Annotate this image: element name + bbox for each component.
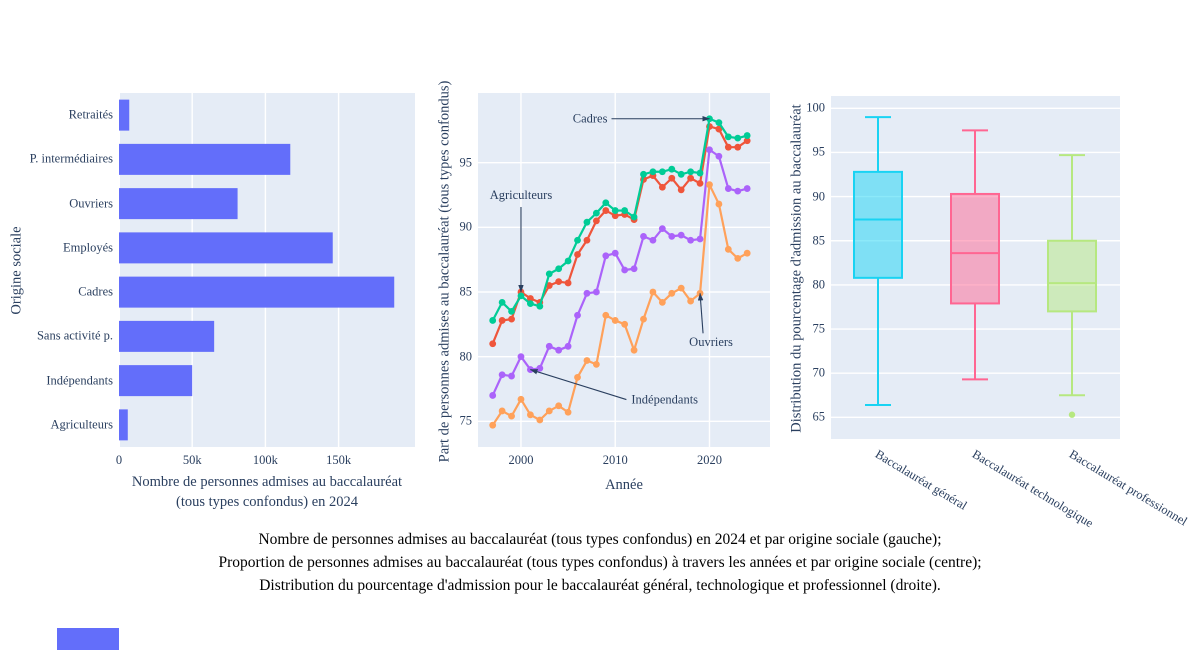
data-point xyxy=(659,299,666,306)
data-point xyxy=(725,144,732,151)
data-point xyxy=(602,199,609,206)
data-point xyxy=(574,312,581,319)
data-point xyxy=(734,255,741,262)
data-point xyxy=(527,300,534,307)
line-y-tick-label: 85 xyxy=(459,284,472,299)
bar-x-tick-label: 0 xyxy=(115,453,123,467)
data-point xyxy=(716,153,723,160)
data-point xyxy=(555,347,562,354)
data-point xyxy=(499,317,506,324)
caption-line-2: Proportion de personnes admises au baccalauréat (tous types confondus) à travers les années et par origine sociale (centre); xyxy=(218,554,982,571)
bar-6 xyxy=(119,365,192,396)
data-point xyxy=(687,175,694,182)
data-point xyxy=(640,233,647,240)
line-y-axis-title: Part de personnes admises au baccalauréat (tous types confondus) xyxy=(436,80,453,463)
bar-7 xyxy=(119,409,128,440)
bar-3 xyxy=(119,232,333,263)
data-point xyxy=(668,233,675,240)
data-point xyxy=(687,298,694,305)
data-point xyxy=(536,303,543,310)
bar-y-tick-label: P. intermédiaires xyxy=(29,151,113,166)
data-point xyxy=(659,168,666,175)
bar-x-axis-title-line1: Nombre de personnes admises au baccalauréat xyxy=(131,474,403,490)
data-point xyxy=(536,417,543,424)
line-x-tick-label: 2000 xyxy=(508,453,534,467)
data-point xyxy=(593,217,600,224)
data-point xyxy=(697,170,704,177)
data-point xyxy=(546,270,553,277)
outlier-point xyxy=(1069,412,1075,418)
bar-x-axis-title-line2: (tous types confondus) en 2024 xyxy=(175,494,359,510)
data-point xyxy=(744,250,751,257)
data-point xyxy=(555,402,562,409)
bar-y-tick-label: Employés xyxy=(63,240,113,255)
box-0 xyxy=(854,172,902,278)
bar-y-axis-title: Origine sociale xyxy=(8,226,25,315)
bar-y-tick-label: Agriculteurs xyxy=(50,417,113,432)
data-point xyxy=(697,180,704,187)
data-point xyxy=(734,135,741,142)
data-point xyxy=(668,166,675,173)
data-point xyxy=(706,181,713,188)
data-point xyxy=(546,408,553,415)
data-point xyxy=(744,132,751,139)
bar-4 xyxy=(119,277,394,308)
data-point xyxy=(499,299,506,306)
data-point xyxy=(584,219,591,226)
bar-y-tick-label: Cadres xyxy=(78,284,113,299)
box-y-tick-label: 95 xyxy=(812,144,825,159)
data-point xyxy=(687,168,694,175)
data-point xyxy=(593,361,600,368)
annotation-label-Indépendants: Indépendants xyxy=(631,392,699,407)
data-point xyxy=(574,374,581,381)
bar-y-tick-label: Sans activité p. xyxy=(36,328,113,343)
box-x-tick-label: Baccalauréat technologique xyxy=(969,447,1096,531)
box-y-tick-label: 80 xyxy=(812,277,825,292)
data-point xyxy=(744,185,751,192)
data-point xyxy=(602,207,609,214)
data-point xyxy=(640,171,647,178)
data-point xyxy=(536,365,543,372)
data-point xyxy=(593,210,600,217)
data-point xyxy=(555,265,562,272)
annotation-label-Agriculteurs: Agriculteurs xyxy=(489,188,553,202)
data-point xyxy=(612,250,619,257)
bar-y-tick-label: Ouvriers xyxy=(69,196,113,211)
data-point xyxy=(716,201,723,208)
data-point xyxy=(612,207,619,214)
data-point xyxy=(546,343,553,350)
data-point xyxy=(668,290,675,297)
data-point xyxy=(725,185,732,192)
data-point xyxy=(499,408,506,415)
data-point xyxy=(518,353,525,360)
data-point xyxy=(668,175,675,182)
data-point xyxy=(584,237,591,244)
data-point xyxy=(508,373,515,380)
data-point xyxy=(584,290,591,297)
data-point xyxy=(687,237,694,244)
bar-y-tick-label: Indépendants xyxy=(46,373,113,388)
bar-2 xyxy=(119,188,238,219)
data-point xyxy=(518,396,525,403)
box-2 xyxy=(1048,241,1096,312)
data-point xyxy=(678,171,685,178)
caption-line-1: Nombre de personnes admises au baccalauréat (tous types confondus) en 2024 et par origine sociale (gauche); xyxy=(258,531,942,548)
bar-x-tick-label: 100k xyxy=(252,453,278,467)
line-y-tick-label: 75 xyxy=(459,413,472,428)
annotation-label-Ouvriers: Ouvriers xyxy=(689,335,733,350)
data-point xyxy=(527,411,534,418)
data-point xyxy=(631,214,638,221)
box-x-tick-label: Baccalauréat général xyxy=(872,447,970,513)
data-point xyxy=(650,289,657,296)
data-point xyxy=(499,371,506,378)
data-point xyxy=(489,392,496,399)
data-point xyxy=(734,144,741,151)
data-point xyxy=(734,188,741,195)
data-point xyxy=(489,317,496,324)
data-point xyxy=(508,308,515,315)
box-y-axis-title: Distribution du pourcentage d'admission au baccalauréat xyxy=(788,104,805,433)
data-point xyxy=(612,317,619,324)
data-point xyxy=(518,292,525,299)
line-x-tick-label: 2010 xyxy=(602,453,628,467)
caption-line-3: Distribution du pourcentage d'admission pour le baccalauréat général, technologique et professionnel (droite). xyxy=(259,577,941,594)
box-y-tick-label: 75 xyxy=(812,321,825,336)
box-y-tick-label: 90 xyxy=(812,189,825,204)
data-point xyxy=(725,246,732,253)
line-y-tick-label: 80 xyxy=(459,349,472,364)
data-point xyxy=(659,184,666,191)
data-point xyxy=(640,316,647,323)
box-y-tick-label: 65 xyxy=(812,409,825,424)
data-point xyxy=(716,119,723,126)
decorative-blue-rect xyxy=(57,628,119,650)
line-x-tick-label: 2020 xyxy=(696,453,722,467)
data-point xyxy=(621,207,628,214)
data-point xyxy=(706,146,713,153)
bar-1 xyxy=(119,144,290,175)
data-point xyxy=(678,186,685,193)
box-1 xyxy=(951,194,999,303)
bar-0 xyxy=(119,100,129,131)
box-y-tick-label: 85 xyxy=(812,233,825,248)
data-point xyxy=(621,267,628,274)
data-point xyxy=(593,289,600,296)
data-point xyxy=(678,285,685,292)
data-point xyxy=(565,343,572,350)
bar-5 xyxy=(119,321,214,352)
data-point xyxy=(574,251,581,258)
bar-y-tick-label: Retraités xyxy=(68,107,113,122)
data-point xyxy=(555,278,562,285)
data-point xyxy=(508,316,515,323)
box-y-tick-label: 70 xyxy=(812,365,825,380)
bar-x-tick-label: 50k xyxy=(182,453,202,467)
data-point xyxy=(678,232,685,239)
line-y-tick-label: 95 xyxy=(459,155,472,170)
box-y-tick-label: 100 xyxy=(806,100,825,115)
data-point xyxy=(697,236,704,243)
data-point xyxy=(574,237,581,244)
data-point xyxy=(650,168,657,175)
data-point xyxy=(621,321,628,328)
data-point xyxy=(489,340,496,347)
box-chart xyxy=(831,96,1120,439)
data-point xyxy=(631,347,638,354)
bar-chart xyxy=(119,93,415,447)
annotation-label-Cadres: Cadres xyxy=(572,111,608,126)
data-point xyxy=(508,413,515,420)
data-point xyxy=(659,225,666,232)
data-point xyxy=(565,409,572,416)
annotation-arrow-Ouvriers xyxy=(700,293,703,333)
data-point xyxy=(725,133,732,140)
data-point xyxy=(565,280,572,287)
line-chart xyxy=(478,93,770,447)
line-y-tick-label: 90 xyxy=(459,219,472,234)
data-point xyxy=(602,252,609,259)
data-point xyxy=(489,422,496,429)
data-point xyxy=(631,265,638,272)
data-point xyxy=(584,357,591,364)
data-point xyxy=(650,237,657,244)
bar-x-tick-label: 150k xyxy=(326,453,352,467)
line-x-axis-title: Année xyxy=(605,477,643,493)
box-x-tick-label: Baccalauréat professionnel xyxy=(1066,447,1190,529)
data-point xyxy=(565,258,572,265)
data-point xyxy=(602,312,609,319)
figure-caption xyxy=(0,528,1200,597)
